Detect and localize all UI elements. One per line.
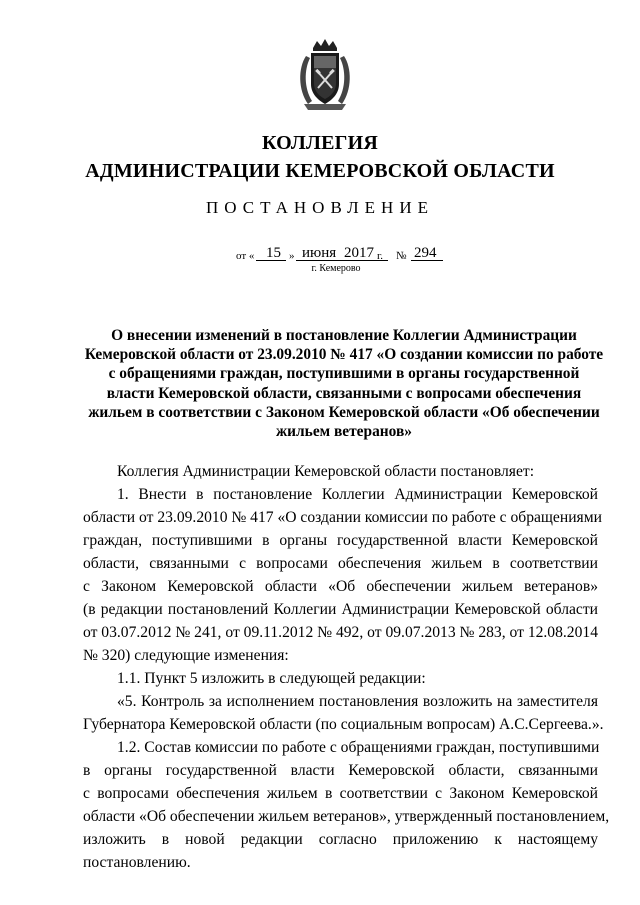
- body-line: области «Об обеспечении жильем ветеранов», утвержденный постановлением,: [83, 808, 610, 825]
- body-line: Коллегия Администрации Кемеровской области постановляет:: [117, 463, 535, 480]
- document-title: [84, 326, 604, 441]
- body-line: 1.1. Пункт 5 изложить в следующей редакции:: [117, 670, 426, 687]
- body-line: от 03.07.2012 № 241, от 09.11.2012 № 492, от 09.07.2013 № 283, от 12.08.2014: [83, 624, 598, 641]
- title-line: Кемеровской области от 23.09.2010 № 417 «О создании комиссии по работе: [84, 346, 604, 364]
- number-label: №: [396, 250, 407, 262]
- body-line: «5. Контроль за исполнением постановления возложить на заместителя: [117, 693, 598, 710]
- date-number-line: [236, 244, 476, 264]
- body-line: области, связанными с вопросами обеспечения жильем в соответствии: [83, 555, 598, 572]
- title-line: жильем ветеранов»: [276, 423, 412, 441]
- date-day: 15: [266, 245, 281, 261]
- body-line: граждан, поступившими в органы государственной власти Кемеровской: [83, 532, 598, 549]
- day-underline: [256, 260, 286, 261]
- city-name: г. Кемерово: [311, 263, 361, 274]
- org-name-line2: АДМИНИСТРАЦИИ КЕМЕРОВСКОЙ ОБЛАСТИ: [85, 160, 555, 182]
- date-close-quote: »: [289, 250, 295, 262]
- document-number: 294: [414, 245, 437, 261]
- date-year: 2017: [344, 245, 374, 261]
- document-type: ПОСТАНОВЛЕНИЕ: [205, 198, 434, 217]
- body-line: с Законом Кемеровской области «Об обеспечении жильем ветеранов»: [83, 578, 598, 595]
- body-line: с вопросами обеспечения жильем в соответствии с Законом Кемеровской: [83, 785, 598, 802]
- body-line: области от 23.09.2010 № 417 «О создании комиссии по работе с обращениями: [83, 509, 602, 526]
- number-underline: [411, 260, 443, 261]
- org-name-line1: КОЛЛЕГИЯ: [261, 132, 379, 154]
- body-line: (в редакции постановлений Коллегии Администрации Кемеровской области: [83, 601, 598, 618]
- month-year-underline: [296, 260, 388, 261]
- title-line: с обращениями граждан, поступившими в органы государственной: [108, 365, 580, 383]
- title-line: О внесении изменений в постановление Коллегии Администрации: [111, 327, 577, 344]
- body-line: № 320) следующие изменения:: [83, 647, 289, 664]
- coat-of-arms-icon: [296, 38, 354, 114]
- body-line: Губернатора Кемеровской области (по социальным вопросам) А.С.Сергеева.».: [83, 716, 604, 733]
- date-month: июня: [302, 245, 337, 261]
- body-line: 1. Внести в постановление Коллегии Администрации Кемеровской: [117, 486, 598, 503]
- date-year-suffix: г.: [377, 250, 384, 262]
- body-line: постановлению.: [83, 854, 191, 871]
- title-line: власти Кемеровской области, связанными с вопросами обеспечения: [106, 384, 582, 402]
- title-line: жильем в соответствии с Законом Кемеровской области «Об обеспечении: [88, 403, 600, 421]
- body-line: 1.2. Состав комиссии по работе с обращениями граждан, поступившими: [117, 739, 600, 756]
- date-from-label: от «: [236, 250, 255, 262]
- body-line: в органы государственной власти Кемеровской области, связанными: [83, 762, 598, 779]
- body-line: изложить в новой редакции согласно приложению к настоящему: [83, 831, 598, 848]
